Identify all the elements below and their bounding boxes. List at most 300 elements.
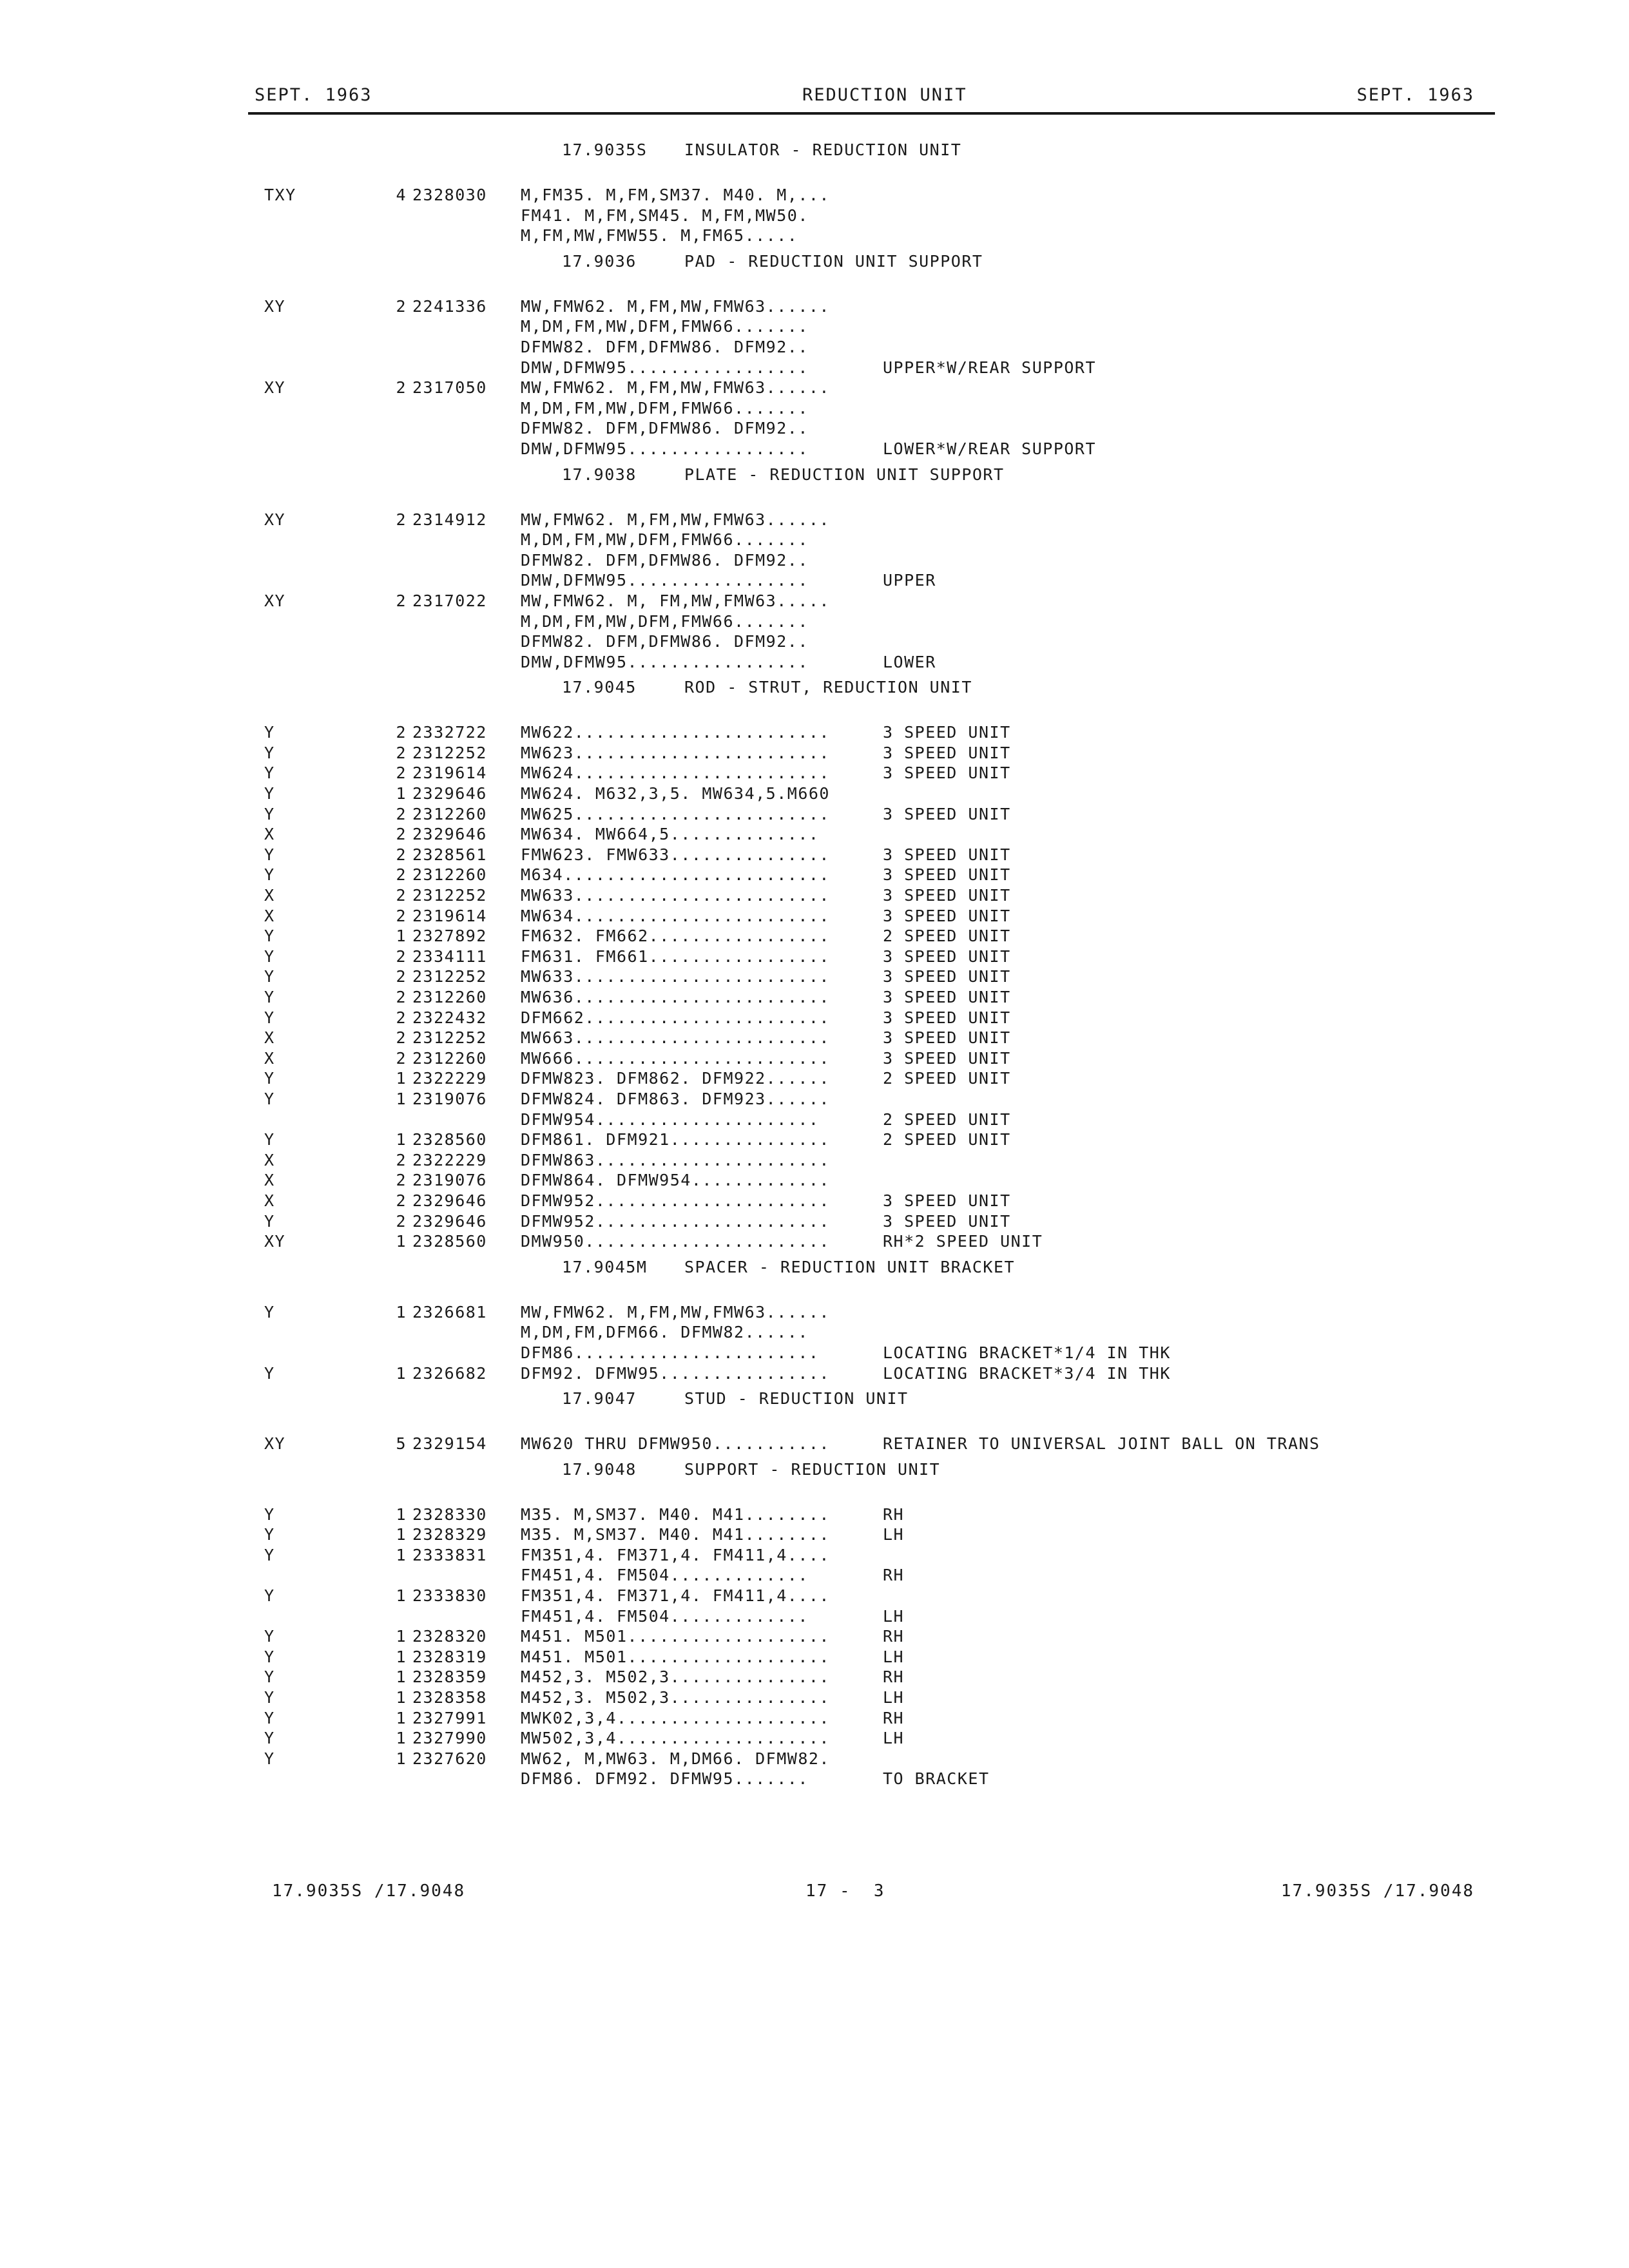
part-application: MW,FMW62. M,FM,MW,FMW63...... (521, 510, 830, 529)
part-quantity: 2 (396, 1211, 407, 1231)
part-application: M452,3. M502,3............... (521, 1688, 830, 1707)
part-note: 3 SPEED UNIT (883, 886, 1011, 905)
part-row (0, 1151, 1629, 1171)
part-code: Y (264, 845, 275, 864)
part-note: 3 SPEED UNIT (883, 906, 1011, 925)
part-code: Y (264, 947, 275, 966)
part-application: FMW623. FMW633............... (521, 845, 830, 864)
part-application: MW636........................ (521, 988, 830, 1006)
section-heading (0, 1258, 1629, 1285)
section (0, 465, 1629, 673)
part-quantity: 2 (396, 743, 407, 762)
part-application: DFM662....................... (521, 1008, 830, 1027)
part-row (0, 1343, 1629, 1364)
part-row (0, 1049, 1629, 1070)
part-row (0, 378, 1629, 399)
part-number: 2326682 (412, 1363, 487, 1383)
part-quantity: 2 (396, 825, 407, 844)
part-note: 3 SPEED UNIT (883, 845, 1011, 864)
part-quantity: 2 (396, 723, 407, 742)
part-number: 2332722 (412, 723, 487, 742)
part-code: Y (264, 1130, 275, 1149)
part-code: Y (264, 1363, 275, 1383)
section-title: PAD - REDUCTION UNIT SUPPORT (684, 251, 983, 271)
part-code: Y (264, 865, 275, 885)
part-row (0, 1069, 1629, 1090)
part-number: 2326681 (412, 1302, 487, 1321)
part-application: DMW,DFMW95................. (521, 652, 809, 671)
part-application: MW624........................ (521, 764, 830, 783)
part-number: 2319614 (412, 764, 487, 783)
part-row (0, 947, 1629, 968)
part-number: 2329154 (412, 1434, 487, 1454)
part-quantity: 5 (396, 1434, 407, 1454)
part-code: X (264, 1191, 275, 1210)
part-quantity: 2 (396, 1028, 407, 1048)
part-row (0, 723, 1629, 744)
section-heading (0, 1389, 1629, 1416)
part-row (0, 1749, 1629, 1770)
part-code: XY (264, 591, 286, 610)
footer-range-right: 17.9035S /17.9048 (1280, 1881, 1474, 1901)
part-quantity: 1 (396, 1545, 407, 1564)
section-heading (0, 678, 1629, 705)
part-number: 2327990 (412, 1729, 487, 1748)
part-quantity: 2 (396, 1150, 407, 1169)
part-application: DFMW952...................... (521, 1211, 830, 1231)
part-quantity: 1 (396, 1729, 407, 1748)
part-number: 2329646 (412, 1191, 487, 1210)
part-application: MW,FMW62. M,FM,MW,FMW63...... (521, 378, 830, 398)
part-number: 2312260 (412, 988, 487, 1006)
part-note: 3 SPEED UNIT (883, 743, 1011, 762)
part-code: Y (264, 1729, 275, 1748)
part-application: DFM86. DFM92. DFMW95....... (521, 1769, 809, 1789)
part-note: RETAINER TO UNIVERSAL JOINT BALL ON TRANS (883, 1434, 1320, 1454)
part-application: FM451,4. FM504............. (521, 1566, 809, 1585)
part-code: Y (264, 1545, 275, 1564)
part-note: 2 SPEED UNIT (883, 1110, 1011, 1129)
part-application: DFM92. DFMW95................ (521, 1363, 830, 1383)
part-row (0, 338, 1629, 358)
part-application: FM451,4. FM504............. (521, 1606, 809, 1626)
part-row (0, 1709, 1629, 1729)
part-number: 2328030 (412, 186, 487, 204)
header-rule (248, 112, 1495, 115)
part-application: DFMW82. DFM,DFMW86. DFM92.. (521, 419, 809, 438)
part-note: 3 SPEED UNIT (883, 764, 1011, 783)
part-quantity: 1 (396, 1232, 407, 1251)
part-note: LOCATING BRACKET*3/4 IN THK (883, 1363, 1171, 1383)
part-application: FM351,4. FM371,4. FM411,4.... (521, 1586, 830, 1606)
part-number: 2328561 (412, 845, 487, 864)
part-number: 2312252 (412, 886, 487, 905)
part-number: 2329646 (412, 825, 487, 844)
part-note: 3 SPEED UNIT (883, 988, 1011, 1006)
section-number: 17.9047 (562, 1389, 637, 1408)
part-row (0, 1627, 1629, 1648)
part-note: UPPER*W/REAR SUPPORT (883, 358, 1097, 377)
part-row (0, 1525, 1629, 1546)
part-quantity: 2 (396, 906, 407, 925)
part-number: 2312260 (412, 804, 487, 823)
part-note: LH (883, 1525, 905, 1544)
part-quantity: 2 (396, 591, 407, 610)
part-quantity: 2 (396, 967, 407, 986)
part-row (0, 1008, 1629, 1029)
part-code: X (264, 1150, 275, 1169)
part-number: 2319076 (412, 1089, 487, 1108)
part-row (0, 988, 1629, 1008)
part-application: FM631. FM661................. (521, 947, 830, 966)
part-application: MW622........................ (521, 723, 830, 742)
part-code: X (264, 906, 275, 925)
part-code: Y (264, 1627, 275, 1646)
part-row (0, 186, 1629, 206)
part-application: MW620 THRU DFMW950........... (521, 1434, 830, 1454)
section-number: 17.9045 (562, 678, 637, 697)
part-application: M,DM,FM,MW,DFM,FMW66....... (521, 398, 809, 418)
part-row (0, 653, 1629, 673)
part-quantity: 2 (396, 1191, 407, 1210)
part-code: XY (264, 378, 286, 398)
part-code: Y (264, 1008, 275, 1027)
part-application: DFMW863...................... (521, 1150, 830, 1169)
part-application: MW634........................ (521, 906, 830, 925)
part-note: 3 SPEED UNIT (883, 1191, 1011, 1210)
part-code: Y (264, 1667, 275, 1687)
part-quantity: 2 (396, 378, 407, 398)
part-application: FM41. M,FM,SM45. M,FM,MW50. (521, 206, 809, 225)
part-code: Y (264, 988, 275, 1006)
part-row (0, 1648, 1629, 1668)
part-code: Y (264, 1504, 275, 1524)
part-row (0, 764, 1629, 784)
part-note: LH (883, 1729, 905, 1748)
part-note: LOWER (883, 652, 936, 671)
part-code: Y (264, 804, 275, 823)
part-number: 2333831 (412, 1545, 487, 1564)
part-code: X (264, 1048, 275, 1068)
part-number: 2312252 (412, 967, 487, 986)
section (0, 1389, 1629, 1455)
part-note: RH (883, 1708, 905, 1727)
part-application: DFMW864. DFMW954............. (521, 1171, 830, 1190)
part-note: 3 SPEED UNIT (883, 1211, 1011, 1231)
part-code: Y (264, 967, 275, 986)
part-application: DMW950....................... (521, 1232, 830, 1251)
part-application: M451. M501................... (521, 1627, 830, 1646)
part-application: MW633........................ (521, 886, 830, 905)
part-number: 2328359 (412, 1667, 487, 1687)
part-row (0, 865, 1629, 886)
part-code: Y (264, 784, 275, 803)
part-number: 2328330 (412, 1504, 487, 1524)
part-application: DFM861. DFM921............... (521, 1130, 830, 1149)
part-code: Y (264, 1211, 275, 1231)
part-row (0, 1546, 1629, 1566)
part-number: 2329646 (412, 784, 487, 803)
part-note: UPPER (883, 571, 936, 590)
part-note: 2 SPEED UNIT (883, 1069, 1011, 1088)
part-note: LH (883, 1606, 905, 1626)
part-number: 2327991 (412, 1708, 487, 1727)
part-row (0, 1090, 1629, 1110)
part-number: 2328329 (412, 1525, 487, 1544)
part-row (0, 967, 1629, 988)
part-row (0, 1303, 1629, 1323)
section-number: 17.9035S (562, 140, 648, 159)
part-number: 2328358 (412, 1688, 487, 1707)
part-row (0, 825, 1629, 845)
part-note: RH (883, 1566, 905, 1585)
part-quantity: 1 (396, 927, 407, 946)
part-row (0, 1212, 1629, 1233)
part-application: DFMW824. DFM863. DFM923...... (521, 1089, 830, 1108)
part-note: 2 SPEED UNIT (883, 927, 1011, 946)
part-quantity: 2 (396, 1048, 407, 1068)
part-number: 2322432 (412, 1008, 487, 1027)
part-application: MW633........................ (521, 967, 830, 986)
part-row (0, 206, 1629, 227)
part-code: XY (264, 296, 286, 316)
part-application: MW663........................ (521, 1028, 830, 1048)
part-row (0, 1434, 1629, 1455)
part-row (0, 907, 1629, 927)
header-date-left: SEPT. 1963 (255, 85, 372, 105)
part-code: X (264, 886, 275, 905)
part-note: LH (883, 1688, 905, 1707)
section (0, 678, 1629, 1252)
part-quantity: 2 (396, 845, 407, 864)
part-quantity: 2 (396, 296, 407, 316)
part-code: Y (264, 764, 275, 783)
part-application: DMW,DFMW95................. (521, 358, 809, 377)
part-application: M,DM,FM,MW,DFM,FMW66....... (521, 317, 809, 336)
part-application: M,FM,MW,FMW55. M,FM65..... (521, 226, 798, 245)
part-number: 2317050 (412, 378, 487, 398)
section-title: STUD - REDUCTION UNIT (684, 1389, 909, 1408)
section (0, 252, 1629, 460)
part-row (0, 1586, 1629, 1607)
part-application: M,DM,FM,DFM66. DFMW82...... (521, 1323, 809, 1342)
part-row (0, 530, 1629, 551)
part-row (0, 927, 1629, 947)
section-heading (0, 252, 1629, 279)
part-application: MW623........................ (521, 743, 830, 762)
part-quantity: 1 (396, 1302, 407, 1321)
part-application: DFMW82. DFM,DFMW86. DFM92.. (521, 550, 809, 570)
part-number: 2312260 (412, 865, 487, 885)
page-number: 17 - 3 (805, 1881, 885, 1901)
part-code: Y (264, 1647, 275, 1666)
part-quantity: 2 (396, 1008, 407, 1027)
part-row (0, 632, 1629, 653)
part-application: MWK02,3,4.................... (521, 1708, 830, 1727)
part-code: Y (264, 1586, 275, 1606)
part-code: TXY (264, 186, 296, 204)
part-code: Y (264, 1749, 275, 1768)
part-row (0, 1607, 1629, 1628)
part-note: 3 SPEED UNIT (883, 1008, 1011, 1027)
part-application: M35. M,SM37. M40. M41........ (521, 1525, 830, 1544)
part-code: Y (264, 723, 275, 742)
part-quantity: 1 (396, 1586, 407, 1606)
part-number: 2328320 (412, 1627, 487, 1646)
part-code: Y (264, 927, 275, 946)
part-application: DMW,DFMW95................. (521, 571, 809, 590)
part-row (0, 1364, 1629, 1385)
part-code: Y (264, 1089, 275, 1108)
part-application: MW,FMW62. M,FM,MW,FMW63...... (521, 296, 830, 316)
part-number: 2327892 (412, 927, 487, 946)
part-row (0, 1688, 1629, 1709)
part-code: XY (264, 1434, 286, 1454)
part-row (0, 1191, 1629, 1212)
part-row (0, 1130, 1629, 1151)
part-number: 2312260 (412, 1048, 487, 1068)
part-code: XY (264, 510, 286, 529)
part-application: M451. M501................... (521, 1647, 830, 1666)
part-application: FM632. FM662................. (521, 927, 830, 946)
part-row (0, 317, 1629, 338)
part-application: MW,FMW62. M, FM,MW,FMW63..... (521, 591, 830, 610)
part-row (0, 591, 1629, 612)
parts-list (0, 140, 1629, 1795)
part-number: 2334111 (412, 947, 487, 966)
section-title: SPACER - REDUCTION UNIT BRACKET (684, 1257, 1016, 1276)
part-row (0, 1769, 1629, 1790)
part-note: RH (883, 1504, 905, 1524)
part-note: 3 SPEED UNIT (883, 1048, 1011, 1068)
part-quantity: 1 (396, 1688, 407, 1707)
part-application: M,FM35. M,FM,SM37. M40. M,... (521, 186, 830, 204)
part-number: 2333830 (412, 1586, 487, 1606)
part-number: 2328319 (412, 1647, 487, 1666)
part-note: 2 SPEED UNIT (883, 1130, 1011, 1149)
part-row (0, 419, 1629, 439)
part-number: 2328560 (412, 1130, 487, 1149)
part-quantity: 1 (396, 1069, 407, 1088)
part-application: MW,FMW62. M,FM,MW,FMW63...... (521, 1302, 830, 1321)
part-number: 2322229 (412, 1150, 487, 1169)
part-quantity: 1 (396, 1525, 407, 1544)
part-row (0, 510, 1629, 531)
part-row (0, 439, 1629, 460)
part-note: 3 SPEED UNIT (883, 1028, 1011, 1048)
part-application: MW624. M632,3,5. MW634,5.M660 (521, 784, 830, 803)
part-row (0, 226, 1629, 247)
part-quantity: 2 (396, 804, 407, 823)
part-application: DFMW823. DFM862. DFM922...... (521, 1069, 830, 1088)
part-quantity: 1 (396, 1363, 407, 1383)
section (0, 1258, 1629, 1384)
part-code: Y (264, 743, 275, 762)
part-application: DFMW82. DFM,DFMW86. DFM92.. (521, 632, 809, 651)
part-note: LH (883, 1647, 905, 1666)
section-number: 17.9038 (562, 465, 637, 484)
part-code: Y (264, 1525, 275, 1544)
part-application: MW62, M,MW63. M,DM66. DFMW82. (521, 1749, 830, 1768)
part-quantity: 1 (396, 1647, 407, 1666)
part-quantity: 1 (396, 1667, 407, 1687)
part-application: M35. M,SM37. M40. M41........ (521, 1504, 830, 1524)
part-quantity: 2 (396, 988, 407, 1006)
part-note: 3 SPEED UNIT (883, 947, 1011, 966)
footer-range-left: 17.9035S /17.9048 (272, 1881, 466, 1901)
part-number: 2241336 (412, 296, 487, 316)
part-row (0, 551, 1629, 572)
part-application: DMW,DFMW95................. (521, 439, 809, 458)
part-row (0, 744, 1629, 764)
part-quantity: 1 (396, 1627, 407, 1646)
part-application: MW502,3,4.................... (521, 1729, 830, 1748)
part-quantity: 2 (396, 1171, 407, 1190)
part-row (0, 1729, 1629, 1749)
part-application: MW625........................ (521, 804, 830, 823)
part-row (0, 358, 1629, 379)
part-row (0, 1667, 1629, 1688)
part-quantity: 1 (396, 1504, 407, 1524)
part-row (0, 1171, 1629, 1191)
part-code: X (264, 825, 275, 844)
part-quantity: 1 (396, 1749, 407, 1768)
part-application: FM351,4. FM371,4. FM411,4.... (521, 1545, 830, 1564)
part-note: 3 SPEED UNIT (883, 865, 1011, 885)
part-application: M634......................... (521, 865, 830, 885)
part-application: DFMW952...................... (521, 1191, 830, 1210)
part-code: X (264, 1171, 275, 1190)
section (0, 140, 1629, 247)
part-application: MW634. MW664,5.............. (521, 825, 820, 844)
part-code: X (264, 1028, 275, 1048)
part-row (0, 1110, 1629, 1131)
part-quantity: 1 (396, 1130, 407, 1149)
part-note: RH*2 SPEED UNIT (883, 1232, 1043, 1251)
part-application: DFMW82. DFM,DFMW86. DFM92.. (521, 337, 809, 356)
section-number: 17.9036 (562, 251, 637, 271)
section-title: ROD - STRUT, REDUCTION UNIT (684, 678, 972, 697)
part-row (0, 297, 1629, 318)
section-title: PLATE - REDUCTION UNIT SUPPORT (684, 465, 1005, 484)
section-heading (0, 1460, 1629, 1487)
part-row (0, 612, 1629, 633)
part-quantity: 1 (396, 1089, 407, 1108)
part-row (0, 805, 1629, 825)
part-row (0, 1232, 1629, 1253)
section-title: INSULATOR - REDUCTION UNIT (684, 140, 962, 159)
part-number: 2319076 (412, 1171, 487, 1190)
part-row (0, 571, 1629, 591)
part-application: MW666........................ (521, 1048, 830, 1068)
header-date-right: SEPT. 1963 (1356, 85, 1474, 105)
part-quantity: 2 (396, 947, 407, 966)
part-note: 3 SPEED UNIT (883, 967, 1011, 986)
part-number: 2312252 (412, 743, 487, 762)
section (0, 1460, 1629, 1790)
part-quantity: 1 (396, 784, 407, 803)
part-number: 2317022 (412, 591, 487, 610)
part-row (0, 1505, 1629, 1526)
part-note: 3 SPEED UNIT (883, 723, 1011, 742)
part-code: Y (264, 1069, 275, 1088)
part-quantity: 4 (396, 186, 407, 204)
part-quantity: 1 (396, 1708, 407, 1727)
part-row (0, 1028, 1629, 1049)
part-application: M,DM,FM,MW,DFM,FMW66....... (521, 611, 809, 631)
part-application: M,DM,FM,MW,DFM,FMW66....... (521, 530, 809, 550)
part-note: RH (883, 1627, 905, 1646)
